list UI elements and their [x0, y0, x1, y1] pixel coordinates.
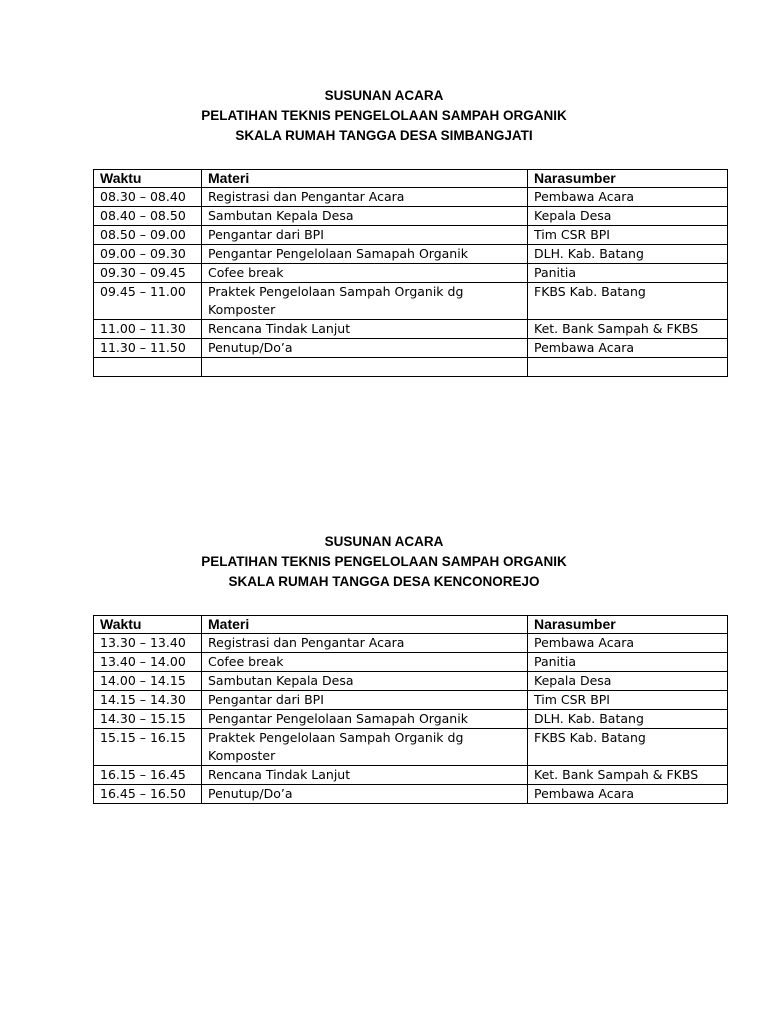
cell-narasumber: Panitia [528, 264, 728, 283]
title-line: SKALA RUMAH TANGGA DESA KENCONOREJO [228, 574, 540, 589]
table-row [94, 339, 728, 358]
cell-waktu [94, 358, 202, 377]
cell-narasumber: Ket. Bank Sampah & FKBS [528, 320, 728, 339]
table-row [94, 691, 728, 710]
title-line: SUSUNAN ACARA [324, 534, 444, 549]
table-row [94, 785, 728, 804]
cell-narasumber [528, 358, 728, 377]
table-row [94, 653, 728, 672]
cell-materi: Praktek Pengelolaan Sampah Organik dg Komposter [202, 729, 528, 766]
cell-materi [202, 358, 528, 377]
cell-waktu: 14.30 – 15.15 [94, 710, 202, 729]
header-waktu: Waktu [94, 616, 202, 634]
header-waktu: Waktu [94, 170, 202, 188]
table-row [94, 226, 728, 245]
table-row [94, 320, 728, 339]
cell-narasumber: Tim CSR BPI [528, 691, 728, 710]
header-materi: Materi [202, 616, 528, 634]
cell-narasumber: Tim CSR BPI [528, 226, 728, 245]
cell-materi: Rencana Tindak Lanjut [202, 320, 528, 339]
cell-materi: Sambutan Kepala Desa [202, 672, 528, 691]
cell-waktu: 11.00 – 11.30 [94, 320, 202, 339]
schedule-table [93, 615, 728, 804]
header-materi: Materi [202, 170, 528, 188]
cell-waktu: 08.30 – 08.40 [94, 188, 202, 207]
cell-narasumber: Pembawa Acara [528, 339, 728, 358]
table-row [94, 245, 728, 264]
cell-materi: Praktek Pengelolaan Sampah Organik dg Komposter [202, 283, 528, 320]
cell-narasumber: Panitia [528, 653, 728, 672]
table-row [94, 672, 728, 691]
table-header-row [94, 170, 728, 188]
title-line: PELATIHAN TEKNIS PENGELOLAAN SAMPAH ORGANIK [201, 554, 567, 569]
cell-narasumber: Pembawa Acara [528, 188, 728, 207]
table-row [94, 766, 728, 785]
cell-waktu: 09.30 – 09.45 [94, 264, 202, 283]
cell-waktu: 11.30 – 11.50 [94, 339, 202, 358]
title-line: SKALA RUMAH TANGGA DESA SIMBANGJATI [235, 128, 533, 143]
cell-narasumber: Kepala Desa [528, 672, 728, 691]
table-row [94, 283, 728, 320]
table-row [94, 729, 728, 766]
cell-materi: Registrasi dan Pengantar Acara [202, 634, 528, 653]
cell-narasumber: DLH. Kab. Batang [528, 245, 728, 264]
cell-waktu: 09.00 – 09.30 [94, 245, 202, 264]
cell-narasumber: FKBS Kab. Batang [528, 729, 728, 766]
title-line: PELATIHAN TEKNIS PENGELOLAAN SAMPAH ORGANIK [201, 108, 567, 123]
section-title-block [0, 86, 768, 146]
cell-materi: Pengantar Pengelolaan Samapah Organik [202, 710, 528, 729]
schedule-table [93, 169, 728, 377]
cell-waktu: 08.40 – 08.50 [94, 207, 202, 226]
cell-narasumber: Ket. Bank Sampah & FKBS [528, 766, 728, 785]
cell-materi: Pengantar dari BPI [202, 226, 528, 245]
title-line: SUSUNAN ACARA [324, 88, 444, 103]
cell-materi: Penutup/Do’a [202, 785, 528, 804]
cell-waktu: 16.15 – 16.45 [94, 766, 202, 785]
cell-materi: Penutup/Do’a [202, 339, 528, 358]
cell-materi: Sambutan Kepala Desa [202, 207, 528, 226]
cell-waktu: 08.50 – 09.00 [94, 226, 202, 245]
cell-waktu: 13.30 – 13.40 [94, 634, 202, 653]
cell-materi: Rencana Tindak Lanjut [202, 766, 528, 785]
header-narasumber: Narasumber [528, 170, 728, 188]
cell-narasumber: Pembawa Acara [528, 785, 728, 804]
cell-waktu: 09.45 – 11.00 [94, 283, 202, 320]
table-row [94, 634, 728, 653]
schedule-section-kenconorejo [0, 532, 768, 801]
cell-narasumber: Pembawa Acara [528, 634, 728, 653]
cell-waktu: 16.45 – 16.50 [94, 785, 202, 804]
cell-narasumber: DLH. Kab. Batang [528, 710, 728, 729]
table-row [94, 207, 728, 226]
table-row [94, 264, 728, 283]
table-header-row [94, 616, 728, 634]
cell-waktu: 14.00 – 14.15 [94, 672, 202, 691]
cell-materi: Cofee break [202, 653, 528, 672]
cell-waktu: 14.15 – 14.30 [94, 691, 202, 710]
section-title-block [0, 532, 768, 592]
header-narasumber: Narasumber [528, 616, 728, 634]
cell-materi: Pengantar Pengelolaan Samapah Organik [202, 245, 528, 264]
table-row-empty [94, 358, 728, 377]
schedule-section-simbangjati [0, 86, 768, 355]
cell-waktu: 13.40 – 14.00 [94, 653, 202, 672]
cell-materi: Registrasi dan Pengantar Acara [202, 188, 528, 207]
cell-narasumber: Kepala Desa [528, 207, 728, 226]
cell-materi: Cofee break [202, 264, 528, 283]
cell-materi: Pengantar dari BPI [202, 691, 528, 710]
table-row [94, 710, 728, 729]
table-row [94, 188, 728, 207]
cell-waktu: 15.15 – 16.15 [94, 729, 202, 766]
cell-narasumber: FKBS Kab. Batang [528, 283, 728, 320]
